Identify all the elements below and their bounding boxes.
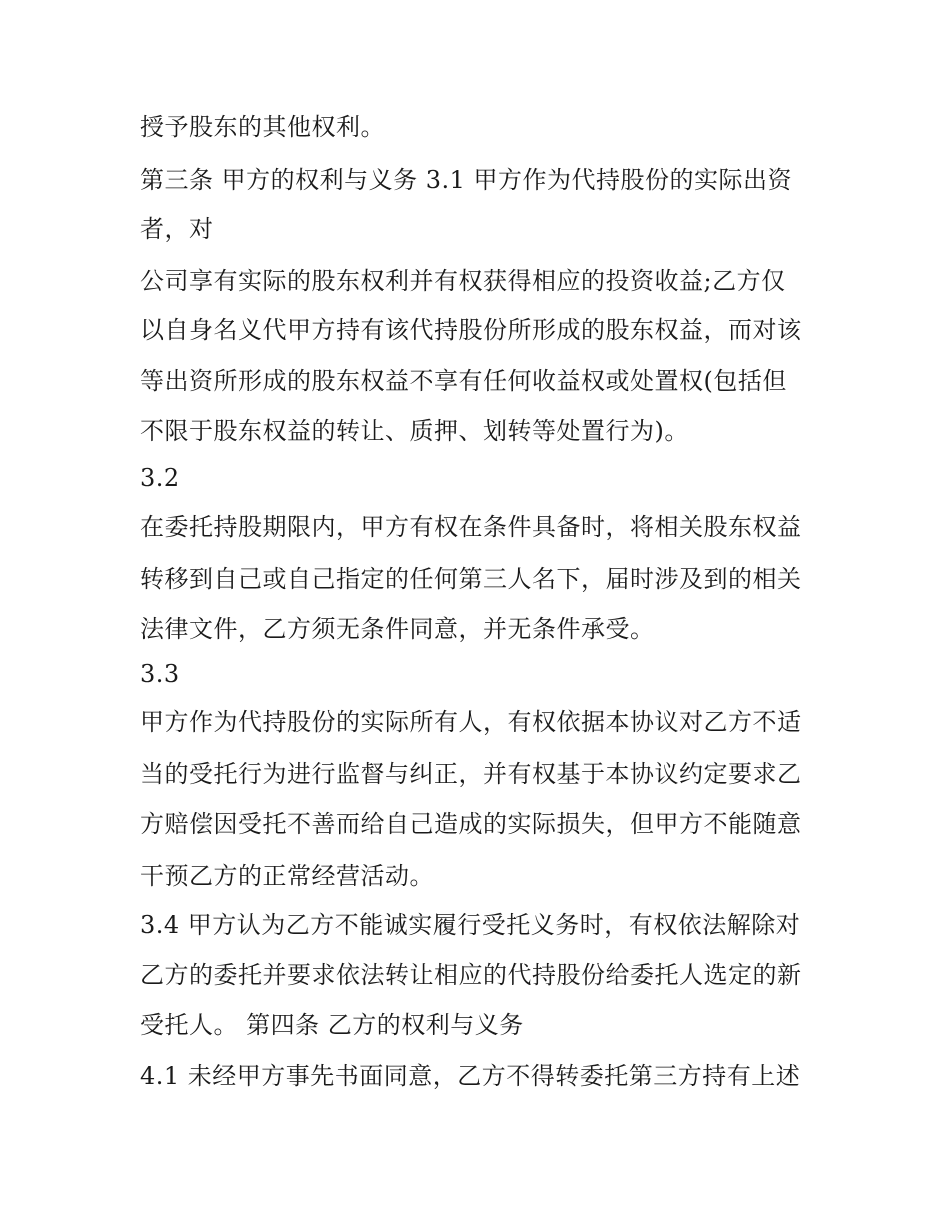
text-line: 第三条 甲方的权利与义务 3.1 甲方作为代持股份的实际出资 bbox=[140, 166, 793, 194]
text-line: 以自身名义代甲方持有该代持股份所形成的股东权益，而对该 bbox=[140, 316, 802, 344]
text-line: 公司享有实际的股东权利并有权获得相应的投资收益;乙方仅 bbox=[140, 267, 786, 295]
text-line: 转移到自己或自己指定的任何第三人名下，届时涉及到的相关 bbox=[140, 565, 802, 593]
text-line: 方赔偿因受托不善而给自己造成的实际损失，但甲方不能随意 bbox=[140, 810, 802, 838]
text-line: 干预乙方的正常经营活动。 bbox=[140, 862, 434, 890]
text-line: 法律文件，乙方须无条件同意，并无条件承受。 bbox=[140, 615, 655, 643]
text-line: 甲方作为代持股份的实际所有人，有权依据本协议对乙方不适 bbox=[140, 708, 802, 736]
text-line: 等出资所形成的股东权益不享有任何收益权或处置权(包括但 bbox=[140, 367, 787, 395]
section-number: 3.3 bbox=[140, 660, 180, 688]
text-line: 4.1 未经甲方事先书面同意，乙方不得转委托第三方持有上述 bbox=[140, 1062, 801, 1090]
section-number: 3.2 bbox=[140, 464, 180, 492]
text-line: 者，对 bbox=[140, 215, 214, 243]
text-line: 3.4 甲方认为乙方不能诚实履行受托义务时，有权依法解除对 bbox=[140, 911, 801, 939]
text-line: 当的受托行为进行监督与纠正，并有权基于本协议约定要求乙 bbox=[140, 760, 802, 788]
text-line: 在委托持股期限内，甲方有权在条件具备时，将相关股东权益 bbox=[140, 513, 802, 541]
text-line: 乙方的委托并要求依法转让相应的代持股份给委托人选定的新 bbox=[140, 961, 802, 989]
text-line: 不限于股东权益的转让、质押、划转等处置行为)。 bbox=[140, 417, 689, 445]
text-line: 受托人。 第四条 乙方的权利与义务 bbox=[140, 1011, 524, 1039]
text-line: 授予股东的其他权利。 bbox=[140, 113, 385, 141]
